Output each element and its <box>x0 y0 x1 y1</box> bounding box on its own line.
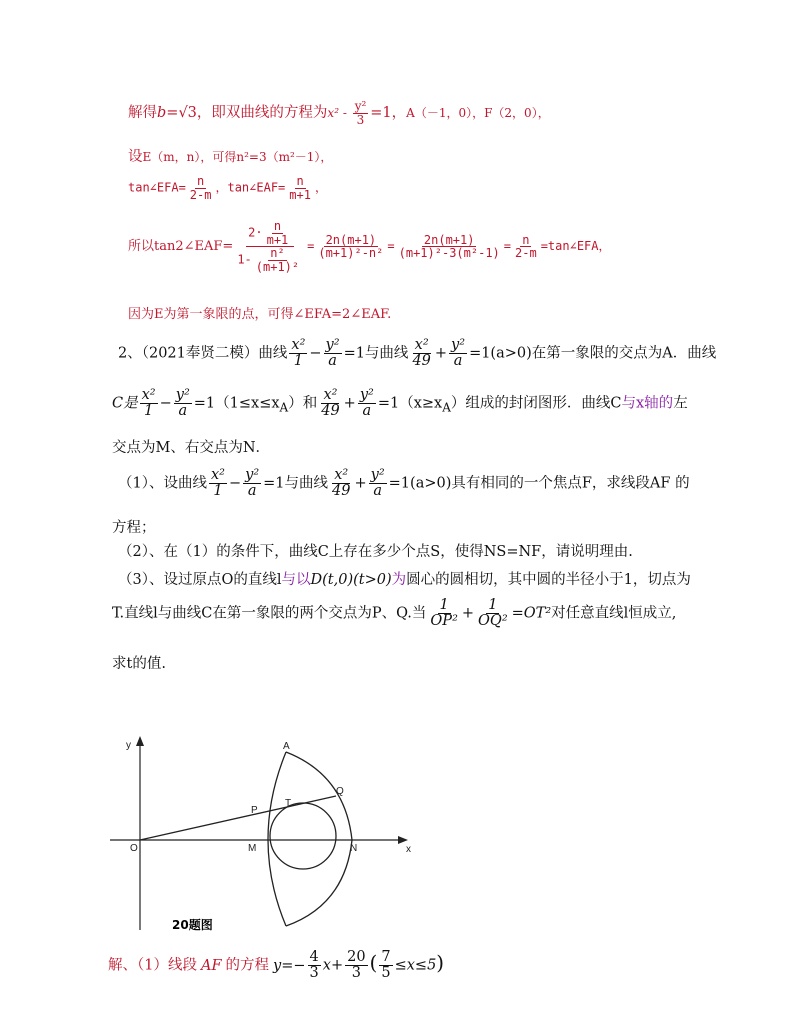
text: =OT² <box>511 605 552 622</box>
text: 左 <box>673 395 688 412</box>
fraction <box>397 234 502 260</box>
text: 2、（2021奉贤二模）曲线 <box>118 345 288 362</box>
text: （1）、设曲线 <box>118 475 207 492</box>
text: + <box>343 395 356 412</box>
text: 2 <box>248 225 256 240</box>
numerator: 1 <box>439 597 449 613</box>
fraction <box>174 388 192 419</box>
denominator: a <box>178 403 188 420</box>
numerator: 2· $\frac{n}{m+1}$ <box>246 220 294 247</box>
solution-line-2 <box>128 145 332 166</box>
denominator: 5 <box>381 965 391 982</box>
text: （2）、在（1）的条件下，曲线C上存在多少个点S，使得NS=NF，请说明理由. <box>118 544 633 560</box>
text: 对任意直线l恒成立, <box>551 605 677 622</box>
text: tan∠EFA= <box>128 180 186 195</box>
point-F: F（2，0）， <box>484 106 550 121</box>
numerator: x² <box>323 387 338 403</box>
text: x² - <box>327 106 351 121</box>
numerator: x² <box>210 467 225 483</box>
text: − <box>309 345 322 362</box>
fraction <box>140 388 158 419</box>
text: − <box>228 475 242 492</box>
numerator: y² <box>359 387 374 403</box>
fraction <box>319 388 341 419</box>
numerator: n <box>296 174 304 188</box>
denominator: a <box>373 483 382 500</box>
text: 圆心的圆相切，其中圆的半径小于1，切点为 <box>406 572 691 588</box>
solution-line-1 <box>128 100 550 126</box>
fraction <box>188 175 214 201</box>
fraction <box>287 175 313 201</box>
numerator: x² <box>291 337 306 353</box>
denominator: 49 <box>332 483 351 500</box>
text: =1， <box>370 105 407 122</box>
numerator: n <box>522 232 530 247</box>
numerator: x² <box>334 467 349 483</box>
text: =1(a>0)在第一象限的交点为A．曲线 <box>469 345 717 362</box>
text: =tan∠EFA， <box>540 239 611 254</box>
denominator: 3 <box>356 112 365 127</box>
denominator: a <box>247 483 257 500</box>
denominator: 49 <box>412 353 431 370</box>
fraction <box>209 468 227 499</box>
question-3-cont <box>112 598 676 629</box>
text: 设 <box>128 149 143 165</box>
text: 求t的值. <box>112 656 166 672</box>
numerator: y² <box>175 387 190 403</box>
denominator: 3 <box>309 965 319 982</box>
text: =√3，即双曲线的方程为 <box>166 105 328 122</box>
text: − <box>159 395 172 412</box>
text: 所以tan2∠EAF= <box>128 239 234 255</box>
text: 与x轴的 <box>621 395 674 412</box>
text: 解、（1）线段 <box>108 957 197 974</box>
x-axis-arrow <box>398 836 408 844</box>
fraction <box>324 338 342 369</box>
numerator: y² <box>370 467 385 483</box>
numerator: 1 <box>488 597 498 613</box>
denominator: a <box>362 403 372 420</box>
question-1 <box>118 468 690 499</box>
numerator: n² <box>270 246 285 261</box>
label-P: P <box>251 805 258 816</box>
question-1-cont <box>112 516 156 537</box>
label-Q: Q <box>336 786 344 797</box>
problem-line-1 <box>118 338 716 369</box>
text: n²=3（m²－1）， <box>236 150 333 164</box>
figure-caption: 20题图 <box>172 918 213 932</box>
text: AF <box>200 957 222 974</box>
fraction <box>513 234 539 260</box>
label-M: M <box>248 843 257 854</box>
denominator: OP² <box>430 613 458 630</box>
fraction <box>308 950 321 981</box>
denominator: (m+1)²-3(m²-1) <box>398 246 500 261</box>
fraction <box>345 950 367 981</box>
text: 方程； <box>112 520 156 536</box>
subscript: A <box>442 400 451 415</box>
denominator: 3 <box>351 965 361 982</box>
text: =1与曲线 <box>343 345 409 362</box>
solution-line-5 <box>128 303 391 322</box>
text: + <box>461 605 475 622</box>
line-l <box>140 796 336 840</box>
label-O: O <box>130 843 138 854</box>
denominator: 2-m <box>189 187 212 202</box>
inner-fraction <box>265 220 291 246</box>
numerator: n <box>197 174 205 188</box>
fraction <box>358 388 376 419</box>
numerator: y² <box>245 467 260 483</box>
x-axis-label: x <box>406 844 411 855</box>
text: 与以 <box>281 572 311 588</box>
y-axis-label: y <box>126 740 131 751</box>
numerator: 20 <box>347 949 366 965</box>
label-A: A <box>283 741 290 752</box>
numerator: 2n(m+1) <box>325 232 377 247</box>
question-3 <box>118 568 691 589</box>
text: ）和 <box>288 395 318 412</box>
text: =1(a>0)具有相同的一个焦点F，求线段AF 的 <box>388 475 690 492</box>
text: + <box>434 345 448 362</box>
fraction <box>369 468 387 499</box>
text: 1- <box>237 252 252 267</box>
numerator: x² <box>141 387 156 403</box>
denominator: m+1 <box>266 232 289 247</box>
denominator: 1 <box>293 353 303 370</box>
text: x+ <box>322 957 344 974</box>
inner-fraction <box>254 247 301 273</box>
complex-fraction <box>235 220 305 273</box>
question-3-end <box>112 652 166 673</box>
numerator: 7 <box>381 949 391 965</box>
text: + <box>354 475 367 492</box>
fraction <box>243 468 261 499</box>
problem-line-2 <box>112 388 688 419</box>
text: 为 <box>391 572 407 588</box>
denominator: OQ² <box>478 613 508 630</box>
fraction <box>428 598 459 629</box>
denominator: (m+1)² <box>255 259 300 274</box>
denominator: m+1 <box>289 187 311 202</box>
numerator: n <box>273 219 282 233</box>
fraction <box>289 338 307 369</box>
text: =1（x≥x <box>377 395 443 412</box>
text: E（m，n），可得 <box>142 150 237 164</box>
solution-line-3 <box>128 175 327 201</box>
fraction <box>330 468 352 499</box>
text: ，tan∠EAF= <box>215 180 286 195</box>
text: 交点为M、右交点为N． <box>112 440 271 456</box>
denominator: a <box>453 353 463 370</box>
text: T.直线l与曲线C在第一象限的两个交点为P、Q.当 <box>112 605 427 622</box>
fraction-y2-over-3 <box>353 100 369 126</box>
denominator: 2-m <box>515 246 537 261</box>
numerator: y² <box>325 337 340 353</box>
text: ≤x≤5 <box>394 957 437 974</box>
answer-line: 解、（1）线段 AF 的方程 y=− $\frac{4}{3}$ x+ $\frac{20}{3}$ ( $\frac{7}{5}$ ≤x≤5) <box>108 949 445 982</box>
denominator: a <box>328 353 337 370</box>
text: D(t,0)(t>0) <box>310 572 392 588</box>
subscript: A <box>279 400 289 415</box>
text: 的方程 <box>225 957 270 974</box>
label-N: N <box>350 843 358 854</box>
text: （3）、设过原点O的直线l <box>118 572 282 588</box>
tangent-circle <box>270 803 336 869</box>
text: y=− <box>273 957 306 974</box>
denominator: (m+1)²-n² <box>318 246 384 261</box>
curve-right-ellipse <box>286 752 352 926</box>
text: =1与曲线 <box>263 475 329 492</box>
numerator: 2n(m+1) <box>423 232 475 247</box>
text: 因为E为第一象限的点，可得∠EFA=2∠EAF. <box>128 307 392 322</box>
problem-line-3 <box>112 436 270 457</box>
y-axis-arrow <box>136 736 144 746</box>
fraction <box>316 234 385 260</box>
text: =1（1≤x≤x <box>193 395 280 412</box>
point-A: A（－1，0）， <box>406 106 485 121</box>
geometry-figure <box>100 730 430 940</box>
denominator <box>235 247 305 273</box>
fraction <box>476 598 510 629</box>
solution-line-4: 所以tan2∠EAF= 2· $\frac{n}{m+1}$ 1- $\frac{\text{n²}}{\text{(m+1)²}}$ = $\frac{2n(m+1)}{\text{(m+1)²-n²}}$ = $\frac{2n(m+1)}{\text{(m+1)²-3(m²-1)}}$ = $\frac{n}{2-m}$ =tan∠EFA， <box>128 219 611 274</box>
denominator: 1 <box>143 403 154 420</box>
fraction <box>410 338 432 369</box>
numerator: 4 <box>309 949 319 965</box>
question-2 <box>118 540 633 561</box>
text: C是 <box>112 395 138 412</box>
fraction <box>379 950 392 981</box>
var-b: b <box>157 105 167 122</box>
text: ）组成的封闭图形．曲线C <box>450 395 622 412</box>
denominator: 49 <box>321 403 340 420</box>
label-T: T <box>285 798 292 809</box>
denominator: 1 <box>213 483 223 500</box>
numerator: x² <box>414 337 429 353</box>
numerator: y² <box>354 99 367 113</box>
numerator: y² <box>451 337 466 353</box>
fraction <box>449 338 467 369</box>
text: ， <box>314 180 327 195</box>
text: 解得 <box>128 105 157 122</box>
